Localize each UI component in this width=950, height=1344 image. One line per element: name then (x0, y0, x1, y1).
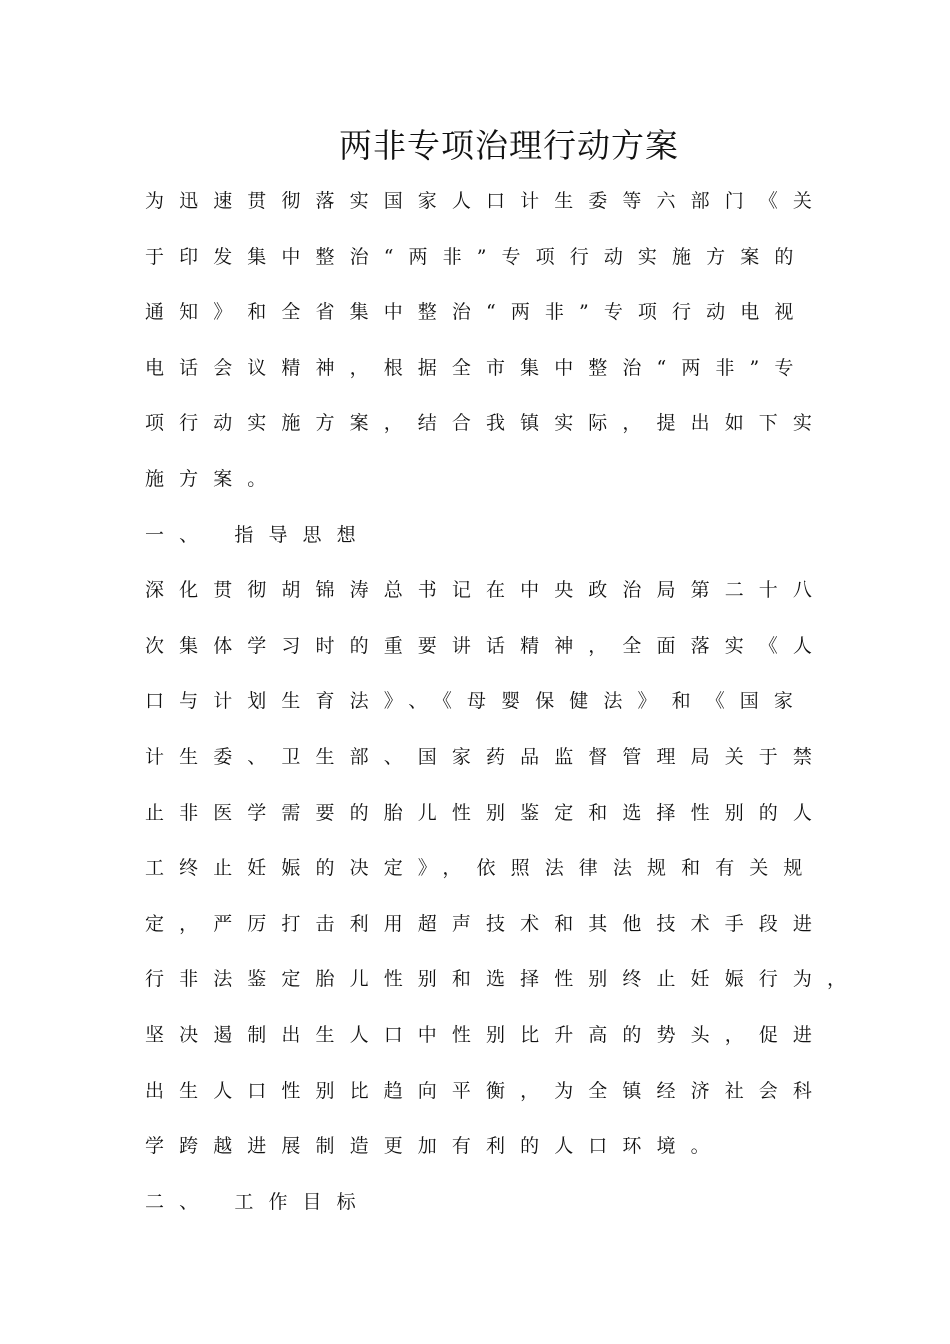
document-body (145, 174, 862, 1230)
section-heading-1: 一、 指导思想 (145, 523, 371, 546)
body-line-14: 定，严厉打击利用超声技术和其他技术手段进 (145, 912, 828, 935)
document-title: 两非专项治理行动方案 (339, 126, 679, 165)
section-heading-2: 二、 工作目标 (145, 1190, 371, 1213)
body-line-6: 施方案。 (145, 467, 282, 490)
body-line-13: 工终止妊娠的决定》，依照法律法规和有关规 (145, 857, 818, 880)
body-line-3: 通知》和全省集中整治“两非”专项行动电视 (145, 301, 809, 324)
body-line-5: 项行动实施方案，结合我镇实际，提出如下实 (145, 412, 828, 435)
body-line-11: 计生委、卫生部、国家药品监督管理局关于禁 (145, 745, 828, 768)
body-line-8: 深化贯彻胡锦涛总书记在中央政治局第二十八 (145, 579, 828, 602)
body-line-12: 止非医学需要的胎儿性别鉴定和选择性别的人 (145, 801, 828, 824)
body-line-1: 为迅速贯彻落实国家人口计生委等六部门《关 (145, 190, 828, 212)
body-line-17: 出生人口性别比趋向平衡，为全镇经济社会科 (145, 1079, 828, 1102)
body-line-18: 学跨越进展制造更加有利的人口环境。 (145, 1135, 725, 1158)
body-line-2: 于印发集中整治“两非”专项行动实施方案的 (145, 245, 809, 268)
body-line-9: 次集体学习时的重要讲话精神，全面落实《人 (145, 634, 828, 657)
body-line-10: 口与计划生育法》、《母婴保健法》和《国家 (145, 690, 809, 713)
body-line-4: 电话会议精神，根据全市集中整治“两非”专 (145, 356, 809, 379)
body-line-16: 坚决遏制出生人口中性别比升高的势头，促进 (145, 1023, 828, 1046)
body-line-15: 行非法鉴定胎儿性别和选择性别终止妊娠行为， (145, 968, 862, 991)
